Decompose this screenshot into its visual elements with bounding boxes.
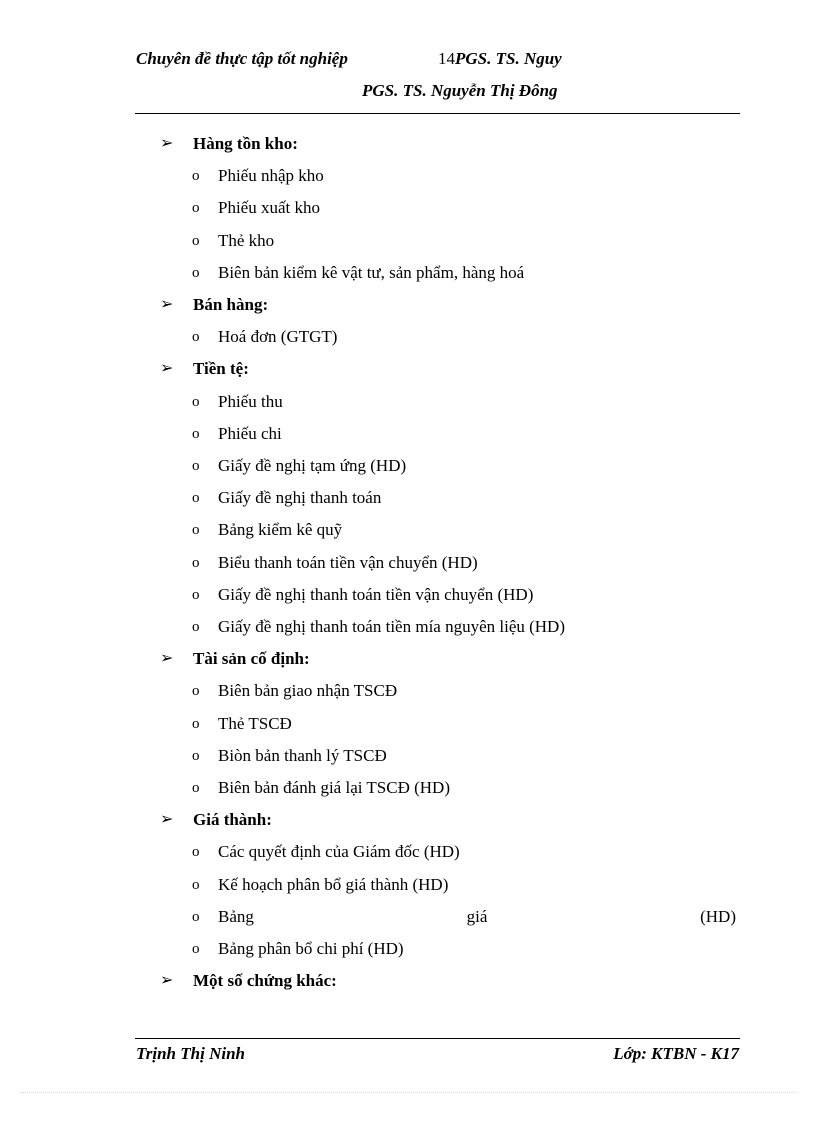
arrow-bullet-icon: ➢	[160, 811, 174, 829]
circle-bullet-icon: o	[192, 747, 200, 764]
header-title: Chuyên đề thực tập tốt nghiệp	[136, 49, 348, 68]
circle-bullet-icon: o	[192, 619, 200, 635]
list-item-text: Giấy đề nghị tạm ứng (HD)	[218, 456, 407, 475]
list-item-text: Phiếu chi	[218, 423, 282, 443]
arrow-bullet-icon: ➢	[160, 972, 174, 990]
circle-bullet-icon: o	[192, 329, 200, 346]
list-item-text: Bảng kiểm kê quỹ	[218, 520, 343, 540]
circle-bullet-icon: o	[192, 393, 200, 410]
circle-bullet-icon: o	[192, 586, 200, 603]
footer-author: Trịnh Thị Ninh	[136, 1044, 245, 1063]
circle-bullet-icon: o	[192, 844, 200, 861]
circle-bullet-icon: o	[192, 941, 200, 957]
list-item-text: Các quyết định của Giám đốc (HD)	[218, 842, 460, 862]
section-title: Hàng tồn kho:	[193, 134, 298, 153]
circle-bullet-icon: o	[192, 168, 200, 185]
header-author-fragment: PGS. TS. Nguy	[455, 49, 562, 68]
list-item-text: Phiếu nhập kho	[218, 166, 324, 186]
list-item-text: Giấy đề nghị thanh toán	[218, 488, 382, 508]
list-item-text: Kế hoạch phân bổ giá thành (HD)	[218, 874, 449, 894]
circle-bullet-icon: o	[192, 715, 200, 732]
section-title: Một số chứng khác:	[193, 971, 337, 991]
list-item-text: Hoá đơn (GTGT)	[218, 327, 338, 347]
circle-bullet-icon: o	[192, 683, 200, 700]
list-item-text: Phiếu xuất kho	[218, 198, 320, 218]
list-item-text: Biòn bản thanh lý TSCĐ	[218, 745, 387, 765]
list-item-word: (HD)	[700, 906, 736, 926]
footer-class: Lớp: KTBN - K17	[613, 1044, 739, 1063]
circle-bullet-icon: o	[192, 264, 200, 281]
circle-bullet-icon: o	[192, 425, 200, 442]
footer-rule	[135, 1038, 740, 1039]
header-author: PGS. TS. Nguyễn Thị Đông	[362, 81, 558, 100]
list-item-word: Bảng	[218, 906, 254, 926]
arrow-bullet-icon: ➢	[160, 296, 174, 313]
section-title: Bán hàng:	[193, 295, 269, 314]
circle-bullet-icon: o	[192, 780, 200, 796]
circle-bullet-icon: o	[192, 232, 200, 249]
list-item-text: Phiếu thu	[218, 391, 283, 411]
arrow-bullet-icon: ➢	[160, 360, 174, 378]
list-item-text: Thẻ kho	[218, 230, 275, 250]
circle-bullet-icon: o	[192, 522, 200, 539]
arrow-bullet-icon: ➢	[160, 650, 174, 668]
list-item-word: giá	[466, 906, 488, 926]
circle-bullet-icon: o	[192, 876, 200, 893]
section-title: Giá thành:	[193, 810, 272, 830]
circle-bullet-icon: o	[192, 554, 200, 571]
list-item-text: Thẻ TSCĐ	[218, 713, 292, 733]
list-item-text: Biên bản kiểm kê vật tư, sản phẩm, hàng hoá	[218, 262, 525, 282]
circle-bullet-icon: o	[192, 200, 200, 217]
section-title: Tài sản cố định:	[193, 649, 310, 669]
page-number: 14	[438, 49, 455, 68]
section-title: Tiền tệ:	[193, 359, 249, 379]
list-item-text: Biên bản đánh giá lại TSCĐ (HD)	[218, 778, 450, 797]
list-item-text	[218, 903, 736, 931]
page-bottom-divider	[20, 1092, 796, 1093]
header-page-number	[438, 49, 562, 69]
circle-bullet-icon: o	[192, 490, 200, 507]
list-item-text: Giấy đề nghị thanh toán tiền mía nguyên liệu (HD)	[218, 617, 565, 636]
arrow-bullet-icon: ➢	[160, 135, 174, 152]
header-rule	[135, 113, 740, 114]
list-item-text: Biểu thanh toán tiền vận chuyển (HD)	[218, 552, 478, 572]
list-item-text: Bảng phân bổ chi phí (HD)	[218, 939, 404, 958]
circle-bullet-icon: o	[192, 908, 200, 925]
circle-bullet-icon: o	[192, 458, 200, 474]
list-item-text: Biên bản giao nhận TSCĐ	[218, 681, 398, 701]
list-item-text: Giấy đề nghị thanh toán tiền vận chuyển (HD)	[218, 584, 534, 604]
